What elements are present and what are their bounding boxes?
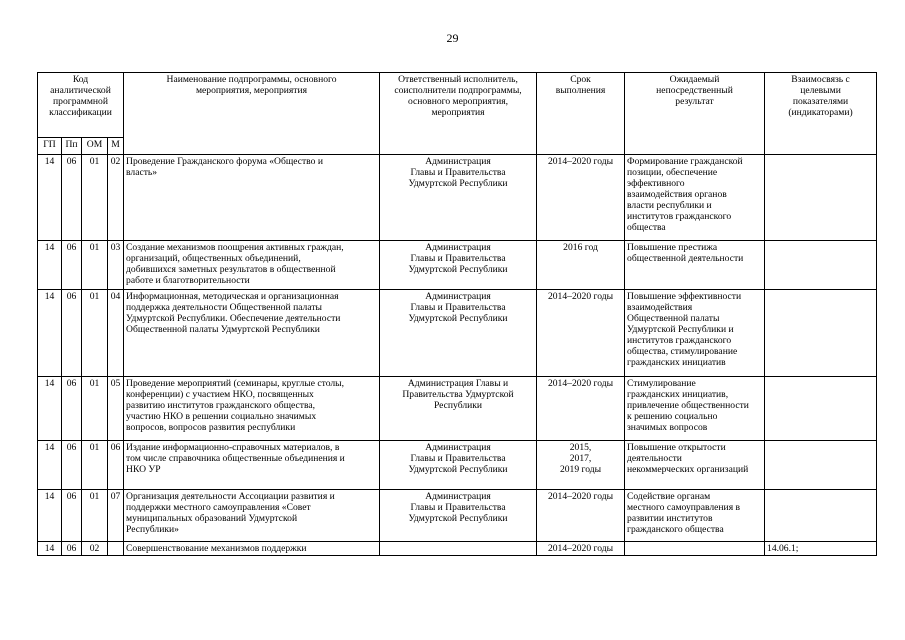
cell-m: 04 [108,290,124,377]
cell-executor: Администрация Главы и Правительства Удмуртской Республики [380,241,537,290]
cell-pp: 06 [62,542,82,556]
table-row [38,377,877,441]
cell-executor [380,542,537,556]
cell-result: Стимулирование гражданских инициатив, привлечение общественности к решению социально значимых вопросов [625,377,765,441]
header-om: ОМ [82,138,108,155]
header-m: М [108,138,124,155]
cell-link [765,377,877,441]
cell-m: 07 [108,490,124,542]
cell-om: 01 [82,155,108,241]
cell-result: Повышение престижа общественной деятельности [625,241,765,290]
page-number: 29 [446,31,459,45]
cell-gp: 14 [38,441,62,490]
cell-executor: Администрация Главы и Правительства Удмуртской Республики [380,155,537,241]
cell-link [765,155,877,241]
cell-term: 2014–2020 годы [537,490,625,542]
cell-om: 01 [82,241,108,290]
header-executor: Ответственный исполнитель, соисполнители подпрограммы, основного мероприятия, мероприятия [380,73,537,155]
table-row [38,155,877,241]
cell-pp: 06 [62,441,82,490]
cell-gp: 14 [38,290,62,377]
cell-om: 02 [82,542,108,556]
cell-executor: Администрация Главы и Правительства Удмуртской Республики [380,490,537,542]
cell-om: 01 [82,490,108,542]
header-name: Наименование подпрограммы, основного мероприятия, мероприятия [124,73,380,155]
cell-m: 05 [108,377,124,441]
cell-term: 2014–2020 годы [537,542,625,556]
cell-pp: 06 [62,490,82,542]
header-pp: Пп [62,138,82,155]
cell-name: Проведение мероприятий (семинары, круглые столы, конференции) с участием НКО, посвященных развитию институтов гражданского общества, участию НКО в решении социально значимых вопросов, вопросов развития республики [124,377,380,441]
cell-term: 2014–2020 годы [537,290,625,377]
cell-gp: 14 [38,490,62,542]
header-result: Ожидаемый непосредственный результат [625,73,765,155]
cell-name: Организация деятельности Ассоциации развития и поддержки местного самоуправления «Совет муниципальных образований Удмуртской Республики» [124,490,380,542]
cell-m: 03 [108,241,124,290]
cell-name: Совершенствование механизмов поддержки [124,542,380,556]
cell-gp: 14 [38,241,62,290]
cell-name: Информационная, методическая и организационная поддержка деятельности Общественной палаты Удмуртской Республики. Обеспечение деятельности Общественной палаты Удмуртской Республики [124,290,380,377]
cell-pp: 06 [62,155,82,241]
cell-result: Содействие органам местного самоуправления в развитии институтов гражданского общества [625,490,765,542]
cell-executor: Администрация Главы и Правительства Удмуртской Республики [380,290,537,377]
cell-result [625,542,765,556]
cell-pp: 06 [62,290,82,377]
header-code-group: Код аналитической программной классификации [38,73,124,138]
cell-pp: 06 [62,377,82,441]
cell-gp: 14 [38,542,62,556]
cell-name: Издание информационно-справочных материалов, в том числе справочника общественные объединения и НКО УР [124,441,380,490]
cell-link [765,441,877,490]
header-link: Взаимосвязь с целевыми показателями (индикаторами) [765,73,877,155]
cell-pp: 06 [62,241,82,290]
cell-om: 01 [82,441,108,490]
cell-m [108,542,124,556]
table-row [38,542,877,556]
cell-om: 01 [82,290,108,377]
cell-m: 06 [108,441,124,490]
cell-result: Повышение открытости деятельности некоммерческих организаций [625,441,765,490]
table-row [38,241,877,290]
table-row [38,290,877,377]
cell-link [765,290,877,377]
cell-result: Повышение эффективности взаимодействия Общественной палаты Удмуртской Республики и институтов гражданского общества, стимулирование гражданских инициатив [625,290,765,377]
cell-executor: Администрация Главы и Правительства Удмуртской Республики [380,377,537,441]
cell-om: 01 [82,377,108,441]
cell-name: Проведение Гражданского форума «Общество и власть» [124,155,380,241]
cell-m: 02 [108,155,124,241]
cell-executor: Администрация Главы и Правительства Удмуртской Республики [380,441,537,490]
cell-gp: 14 [38,155,62,241]
cell-term: 2014–2020 годы [537,155,625,241]
cell-link [765,241,877,290]
cell-link [765,490,877,542]
program-table [37,72,877,556]
table-row [38,490,877,542]
cell-link: 14.06.1; [765,542,877,556]
cell-result: Формирование гражданской позиции, обеспечение эффективного взаимодействия органов власти республики и институтов гражданского общества [625,155,765,241]
header-term: Срок выполнения [537,73,625,155]
cell-name: Создание механизмов поощрения активных граждан, организаций, общественных объединений, добившихся заметных результатов в общественной работе и благотворительности [124,241,380,290]
cell-term: 2015, 2017, 2019 годы [537,441,625,490]
cell-term: 2016 год [537,241,625,290]
header-gp: ГП [38,138,62,155]
table-row [38,441,877,490]
cell-gp: 14 [38,377,62,441]
cell-term: 2014–2020 годы [537,377,625,441]
